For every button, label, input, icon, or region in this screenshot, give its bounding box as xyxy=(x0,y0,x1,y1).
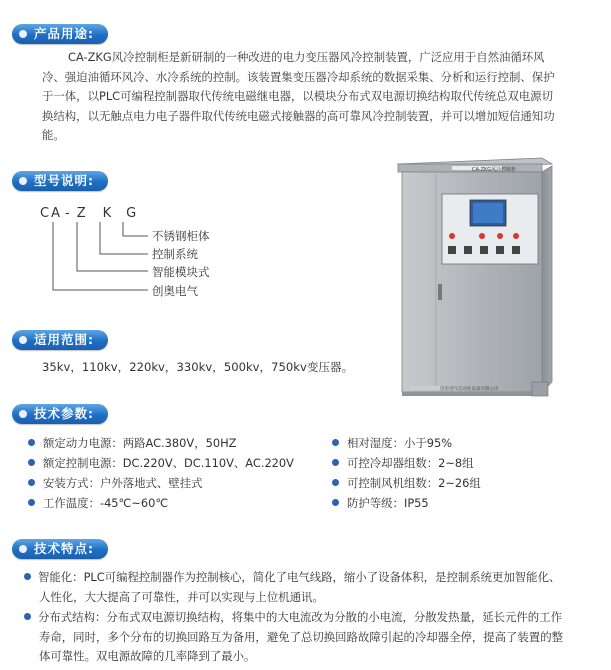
param-item xyxy=(28,435,236,451)
text-line: 能。 xyxy=(42,128,65,142)
text-line: 于一体，以PLC可编程控制器取代传统电磁继电器，以模块分布式双电源切换结构取代传统总双电源切 xyxy=(42,89,553,103)
code-part: K xyxy=(102,206,114,221)
legend-brand: 创奥电气 xyxy=(152,284,198,298)
text-line: 冷、强迫油循环风冷、水冷系统的控制。该装置集变压器冷却系统的数据采集、分析和运行控制、保护 xyxy=(42,69,555,84)
code-part: CA xyxy=(40,206,62,221)
section-badge-model-desc xyxy=(12,171,108,191)
param-text: 可控冷却器组数：2~8组 xyxy=(347,456,474,470)
cabinet-bottom-label: 创奥电气自动化设备有限公司 xyxy=(440,387,499,392)
param-text: 工作温度：-45℃~60℃ xyxy=(43,496,169,510)
feature-item xyxy=(24,568,589,607)
section-badge-product-use xyxy=(12,24,108,44)
feature-item xyxy=(24,608,589,667)
section-title: 型号说明: xyxy=(34,173,94,188)
model-code xyxy=(40,206,138,221)
bullet-icon xyxy=(28,499,35,506)
bullet-icon xyxy=(24,573,31,580)
param-item xyxy=(332,455,474,471)
param-item xyxy=(332,475,481,491)
param-item xyxy=(28,495,168,511)
param-text: 相对湿度：小于95% xyxy=(347,436,453,450)
feature-line xyxy=(24,608,589,628)
bullet-icon xyxy=(24,613,31,620)
param-item xyxy=(332,435,452,451)
param-item xyxy=(332,495,429,511)
feature-line: 体可靠性。双电源故障的几率降到了最小。 xyxy=(39,649,256,663)
badge-dot-icon xyxy=(19,410,27,418)
legend-stainless-cabinet: 不锈钢柜体 xyxy=(152,229,210,243)
feature-line: 人性化，大大提高了可靠性，并可以实现与上位机通讯。 xyxy=(39,589,324,604)
scope-text: 35kv，110kv，220kv，330kv，500kv，750kv变压器。 xyxy=(42,360,354,374)
legend-control-system: 控制系统 xyxy=(152,247,198,261)
text-line: CA-ZKG风冷控制柜是新研制的一种改进的电力变压器风冷控制装置，广泛应用于自然油循环风 xyxy=(68,50,545,64)
section-badge-tech-params xyxy=(12,404,108,424)
badge-dot-icon xyxy=(19,545,27,553)
param-text: 额定控制电源：DC.220V、DC.110V、AC.220V xyxy=(43,456,294,470)
param-item xyxy=(28,455,294,471)
section-title: 产品用途: xyxy=(34,26,94,41)
cabinet-top-label: CA-ZKG风冷控制柜 xyxy=(472,167,517,173)
bullet-icon xyxy=(332,459,339,466)
bullet-icon xyxy=(28,439,35,446)
param-text: 额定动力电源：两路AC.380V，50HZ xyxy=(43,436,237,450)
param-item xyxy=(28,475,202,491)
code-part: G xyxy=(126,206,139,221)
section-badge-scope xyxy=(12,330,108,350)
section-title: 适用范围: xyxy=(34,332,94,347)
product-use-text xyxy=(42,48,602,146)
section-title: 技术特点: xyxy=(34,541,94,556)
feature-line: 寿命，同时，多个分布的切换回路互为备用，避免了总切换回路故障引起的冷却器全停，提高了装置的整 xyxy=(39,629,563,644)
param-text: 安装方式：户外落地式、壁挂式 xyxy=(43,476,203,490)
legend-smart-module: 智能模块式 xyxy=(152,265,210,279)
text-line: 换结构，以无触点电力电子器件取代传统电磁式接触器的高可靠风冷控制装置，并可以增加短信通知功 xyxy=(42,108,555,123)
badge-dot-icon xyxy=(19,336,27,344)
section-badge-tech-features xyxy=(12,539,108,559)
bullet-icon xyxy=(332,439,339,446)
feature-text: 智能化：PLC可编程控制器作为控制核心，简化了电气线路，缩小了设备体积，是控制系统更加智能化、 xyxy=(38,570,561,584)
badge-dot-icon xyxy=(19,177,27,185)
code-part: Z xyxy=(76,206,88,221)
feature-text: 分布式结构：分布式双电源切换结构，将集中的大电流改为分散的小电流，分散发热量，延长元件的工作 xyxy=(38,610,562,624)
bullet-icon xyxy=(28,459,35,466)
section-title: 技术参数: xyxy=(34,406,94,421)
param-text: 防护等级：IP55 xyxy=(347,496,429,510)
bullet-icon xyxy=(28,479,35,486)
param-text: 可控制风机组数：2~26组 xyxy=(347,476,481,490)
badge-dot-icon xyxy=(19,30,27,38)
control-cabinet-image xyxy=(392,150,557,415)
code-dash: - xyxy=(64,206,72,221)
bullet-icon xyxy=(332,479,339,486)
bullet-icon xyxy=(332,499,339,506)
feature-line xyxy=(24,568,589,588)
